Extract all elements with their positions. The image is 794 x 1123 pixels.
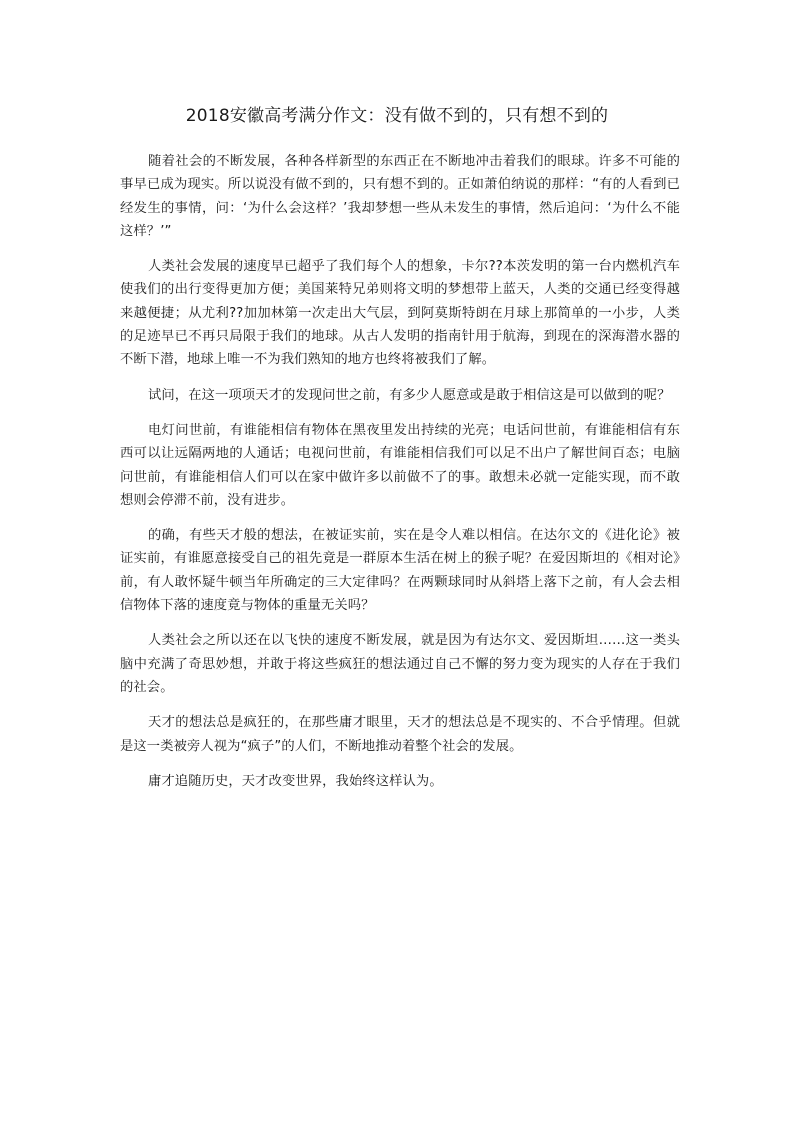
paragraph-2: 人类社会发展的速度早已超乎了我们每个人的想象，卡尔??本茨发明的第一台内燃机汽车使我们的出行变得更加方便；美国莱特兄弟则将文明的梦想带上蓝天，人类的交通已经变得越来越便捷；从尤利??加加林第一次走出大气层，到阿莫斯特朗在月球上那简单的一小步，人类的足迹早已不再只局限于我们的地球。从古人发明的指南针用于航海，到现在的深海潜水器的不断下潜，地球上唯一不为我们熟知的地方也终将被我们了解。 [120,259,680,368]
paragraph-4: 电灯问世前，有谁能相信有物体在黑夜里发出持续的光亮；电话问世前，有谁能相信有东西可以让远隔两地的人通话；电视问世前，有谁能相信我们可以足不出户了解世间百态；电脑问世前，有谁能相信人们可以在家中做许多以前做不了的事。敢想未必就一定能实现，而不敢想则会停滞不前，没有进步。 [120,422,680,508]
paragraph-5: 的确，有些天才般的想法，在被证实前，实在是令人难以相信。在达尔文的《进化论》被证实前，有谁愿意接受自己的祖先竟是一群原本生活在树上的猴子呢？在爱因斯坦的《相对论》前，有人敢怀疑牛顿当年所确定的三大定律吗？在两颗球同时从斜塔上落下之前，有人会去相信物体下落的速度竟与物体的重量无关吗？ [120,528,680,614]
document-title: 2018安徽高考满分作文：没有做不到的，只有想不到的 [185,106,609,126]
paragraph-8: 庸才追随历史，天才改变世界，我始终这样认为。 [148,773,443,789]
paragraph-3: 试问，在这一项项天才的发现问世之前，有多少人愿意或是敢于相信这是可以做到的呢？ [148,387,671,403]
document-body [120,150,680,805]
paragraph-1: 随着社会的不断发展，各种各样新型的东西正在不断地冲击着我们的眼球。许多不可能的事早已成为现实。所以说没有做不到的，只有想不到的。正如萧伯纳说的那样：“有的人看到已经发生的事情，问：‘为什么会这样？’我却梦想一些从未发生的事情，然后追问：‘为什么不能这样？’” [120,154,680,239]
paragraph-6: 人类社会之所以还在以飞快的速度不断发展，就是因为有达尔文、爱因斯坦……这一类头脑中充满了奇思妙想，并敢于将这些疯狂的想法通过自己不懈的努力变为现实的人存在于我们的社会。 [120,633,680,695]
paragraph-7: 天才的想法总是疯狂的，在那些庸才眼里，天才的想法总是不现实的、不合乎情理。但就是这一类被旁人视为“疯子”的人们，不断地推动着整个社会的发展。 [120,715,680,754]
